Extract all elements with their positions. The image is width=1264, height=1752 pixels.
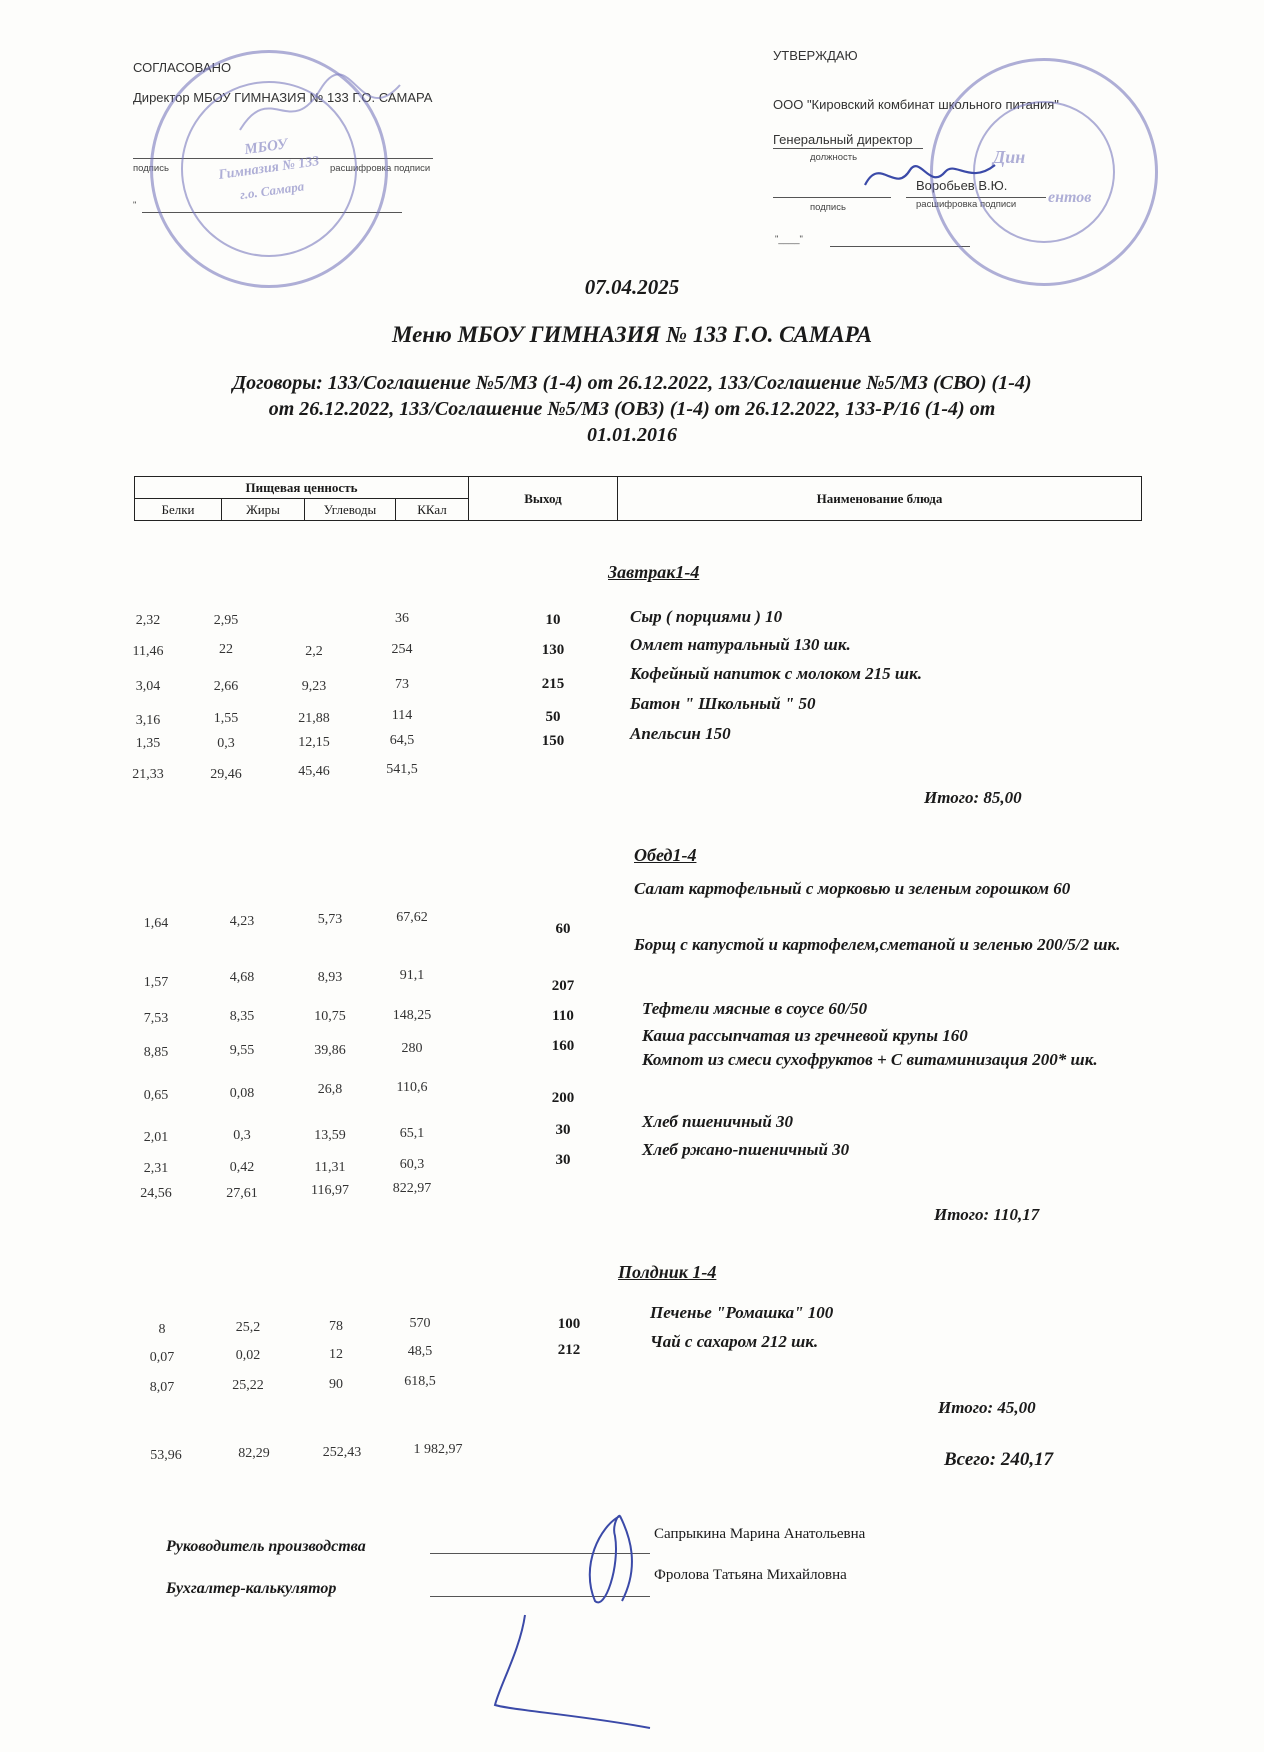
- row-output: 215: [541, 676, 565, 692]
- sum-carbs: 116,97: [311, 1183, 349, 1198]
- row-carbs: 78: [329, 1319, 343, 1334]
- seal-text-2: Гимназия № 133: [217, 154, 321, 184]
- row-dish: Тефтели мясные в соусе 60/50: [642, 999, 868, 1018]
- row-output: 200: [551, 1090, 575, 1106]
- col-proteins: Белки: [135, 499, 222, 521]
- footer-role-1: Руководитель производства: [166, 1538, 366, 1555]
- row-proteins: 2,01: [143, 1130, 169, 1145]
- row-kcal: 110,6: [396, 1080, 428, 1095]
- grand-fats: 82,29: [238, 1446, 270, 1461]
- section-total-breakfast: Итого: 85,00: [924, 788, 1022, 807]
- row-fats: 0,08: [229, 1086, 255, 1101]
- row-kcal: 67,62: [396, 910, 428, 925]
- row-output: 130: [541, 642, 565, 658]
- row-dish: Каша рассыпчатая из гречневой крупы 160: [642, 1026, 968, 1045]
- sum-proteins: 21,33: [132, 767, 164, 782]
- right-signature: [860, 150, 1000, 200]
- row-proteins: 2,31: [143, 1161, 169, 1176]
- row-kcal: 280: [401, 1041, 423, 1056]
- sign-caption-right: подпись: [810, 202, 846, 213]
- footer-name-2: Фролова Татьяна Михайловна: [654, 1567, 847, 1583]
- sum-fats: 27,61: [226, 1186, 258, 1201]
- contracts-block: [0, 370, 1264, 448]
- position-caption-right: должность: [810, 152, 858, 163]
- right-seal-text-1: Дин: [993, 147, 1026, 167]
- row-output: 30: [555, 1122, 571, 1138]
- row-carbs: 26,8: [317, 1082, 343, 1097]
- row-carbs: 12,15: [298, 735, 330, 750]
- row-dish: Салат картофельный с морковью и зеленым горошком 60: [634, 879, 1071, 898]
- sum-proteins: 8,07: [149, 1380, 175, 1395]
- row-proteins: 0,07: [149, 1350, 175, 1365]
- section-total-lunch: Итого: 110,17: [934, 1205, 1040, 1224]
- row-carbs: 10,75: [314, 1009, 346, 1024]
- row-dish: Борщ с капустой и картофелем,сметаной и зеленью 200/5/2 шк.: [634, 935, 1121, 954]
- row-fats: 0,42: [229, 1160, 255, 1175]
- row-proteins: 8,85: [143, 1045, 169, 1060]
- row-kcal: 36: [395, 611, 409, 626]
- row-carbs: 9,23: [301, 679, 327, 694]
- row-kcal: 254: [391, 642, 413, 657]
- row-carbs: 2,2: [305, 644, 323, 659]
- row-carbs: 21,88: [298, 711, 330, 726]
- contracts-line-2: от 26.12.2022, 133/Соглашение №5/МЗ (ОВЗ) (1-4) от 26.12.2022, 133-Р/16 (1-4) от: [268, 398, 996, 420]
- row-proteins: 1,35: [135, 736, 161, 751]
- row-kcal: 114: [391, 708, 413, 723]
- row-output: 60: [555, 921, 571, 937]
- row-fats: 8,35: [229, 1009, 255, 1024]
- row-output: 100: [557, 1316, 581, 1332]
- col-output: Выход: [469, 477, 618, 521]
- row-fats: 25,2: [235, 1320, 261, 1335]
- section-total-snack: Итого: 45,00: [938, 1398, 1036, 1417]
- sum-fats: 25,22: [232, 1378, 264, 1393]
- row-fats: 0,3: [217, 736, 235, 751]
- row-output: 50: [545, 709, 561, 725]
- date-line-right: "____": [775, 234, 803, 245]
- row-dish: Сыр ( порциями ) 10: [630, 607, 783, 626]
- date-underline-right: [830, 246, 970, 247]
- sum-proteins: 24,56: [140, 1186, 172, 1201]
- row-proteins: 1,64: [143, 916, 169, 931]
- menu-date: 07.04.2025: [584, 275, 680, 299]
- row-kcal: 48,5: [407, 1344, 433, 1359]
- row-kcal: 60,3: [399, 1157, 425, 1172]
- row-dish: Хлеб пшеничный 30: [642, 1112, 794, 1131]
- col-kcal: ККал: [396, 499, 469, 521]
- sum-carbs: 45,46: [298, 764, 330, 779]
- row-dish: Апельсин 150: [630, 724, 731, 743]
- row-proteins: 3,16: [135, 713, 161, 728]
- grand-carbs: 252,43: [322, 1445, 362, 1460]
- sum-fats: 29,46: [210, 767, 242, 782]
- left-signature: [230, 70, 410, 150]
- row-proteins: 1,57: [143, 975, 169, 990]
- row-carbs: 8,93: [317, 970, 343, 985]
- approval-position: Директор МБОУ ГИМНАЗИЯ № 133 Г.О. САМАРА: [133, 90, 433, 105]
- decode-caption-right: расшифровка подписи: [916, 199, 1017, 210]
- approve-title: УТВЕРЖДАЮ: [773, 48, 858, 63]
- row-output: 160: [551, 1038, 575, 1054]
- row-fats: 9,55: [229, 1043, 255, 1058]
- section-title-breakfast: Завтрак1-4: [608, 562, 700, 582]
- row-fats: 0,02: [235, 1348, 261, 1363]
- row-kcal: 73: [395, 677, 409, 692]
- row-fats: 1,55: [213, 711, 239, 726]
- row-output: 150: [541, 733, 565, 749]
- grand-proteins: 53,96: [150, 1448, 182, 1463]
- row-dish: Батон " Школьный " 50: [630, 694, 816, 713]
- row-fats: 4,23: [229, 914, 255, 929]
- row-carbs: 39,86: [314, 1043, 346, 1058]
- approve-org: ООО "Кировский комбинат школьного питания": [773, 97, 1059, 112]
- row-dish: Омлет натуральный 130 шк.: [630, 635, 851, 654]
- col-nutrition: Пищевая ценность: [135, 477, 469, 499]
- right-seal-text-2: ентов: [1048, 189, 1092, 206]
- row-carbs: 12: [329, 1347, 343, 1362]
- grand-kcal: 1 982,97: [413, 1442, 463, 1457]
- contracts-line-1: Договоры: 133/Соглашение №5/МЗ (1-4) от 26.12.2022, 133/Соглашение №5/МЗ (СВО) (1-4): [232, 372, 1032, 394]
- row-carbs: 13,59: [314, 1128, 346, 1143]
- row-kcal: 65,1: [399, 1126, 425, 1141]
- row-output: 10: [545, 612, 561, 628]
- row-output: 110: [552, 1008, 574, 1024]
- col-fats: Жиры: [222, 499, 305, 521]
- row-dish: Чай с сахаром 212 шк.: [650, 1332, 819, 1351]
- page-title: Меню МБОУ ГИМНАЗИЯ № 133 Г.О. САМАРА: [391, 322, 873, 347]
- approval-title: СОГЛАСОВАНО: [133, 60, 232, 75]
- row-dish: Хлеб ржано-пшеничный 30: [642, 1140, 850, 1159]
- grand-total: Всего: 240,17: [944, 1449, 1054, 1470]
- date-line-left: ": [133, 200, 137, 211]
- decode-caption-left: расшифровка подписи: [330, 163, 431, 174]
- position-line-right: [773, 148, 923, 149]
- section-title-snack: Полдник 1-4: [618, 1262, 717, 1282]
- sum-kcal: 822,97: [392, 1181, 432, 1196]
- contracts-line-3: 01.01.2016: [587, 424, 677, 446]
- sign-caption-left: подпись: [133, 163, 169, 174]
- col-dish-name: Наименование блюда: [618, 477, 1142, 521]
- footer-role-2: Бухгалтер-калькулятор: [166, 1580, 337, 1597]
- sum-kcal: 541,5: [386, 762, 418, 777]
- row-fats: 2,66: [213, 679, 239, 694]
- section-title-lunch: Обед1-4: [634, 845, 697, 865]
- footer-name-1: Сапрыкина Марина Анатольевна: [654, 1526, 866, 1542]
- row-fats: 22: [219, 642, 233, 657]
- row-output: 212: [557, 1342, 581, 1358]
- row-dish: Печенье "Ромашка" 100: [650, 1303, 834, 1322]
- sum-kcal: 618,5: [404, 1374, 436, 1389]
- row-kcal: 148,25: [392, 1008, 432, 1023]
- row-fats: 4,68: [229, 970, 255, 985]
- footer-signature-2: [480, 1610, 660, 1730]
- row-proteins: 2,32: [135, 613, 161, 628]
- seal-text-1: МБОУ: [243, 136, 289, 159]
- row-proteins: 3,04: [135, 679, 161, 694]
- row-proteins: 11,46: [132, 644, 164, 659]
- approve-position: Генеральный директор: [773, 132, 913, 147]
- seal-text-3: г.о. Самара: [238, 178, 305, 203]
- sum-carbs: 90: [329, 1377, 343, 1392]
- approve-signer: Воробьев В.Ю.: [916, 178, 1008, 193]
- row-dish: Кофейный напиток с молоком 215 шк.: [630, 664, 922, 683]
- col-carbs: Углеводы: [305, 499, 396, 521]
- footer-signature-1: [560, 1506, 670, 1616]
- row-output: 30: [555, 1152, 571, 1168]
- row-dish: Компот из смеси сухофруктов + С витаминизация 200* шк.: [642, 1050, 1098, 1069]
- row-fats: 0,3: [233, 1128, 251, 1143]
- row-carbs: 11,31: [314, 1160, 346, 1175]
- row-proteins: 0,65: [143, 1088, 169, 1103]
- row-kcal: 91,1: [399, 968, 425, 983]
- row-output: 207: [551, 978, 575, 994]
- row-kcal: 64,5: [389, 733, 415, 748]
- row-kcal: 570: [409, 1316, 431, 1331]
- row-proteins: 7,53: [143, 1011, 169, 1026]
- menu-table-header: [134, 476, 1142, 521]
- row-proteins: 8: [158, 1322, 166, 1337]
- row-carbs: 5,73: [317, 912, 343, 927]
- row-fats: 2,95: [213, 613, 239, 628]
